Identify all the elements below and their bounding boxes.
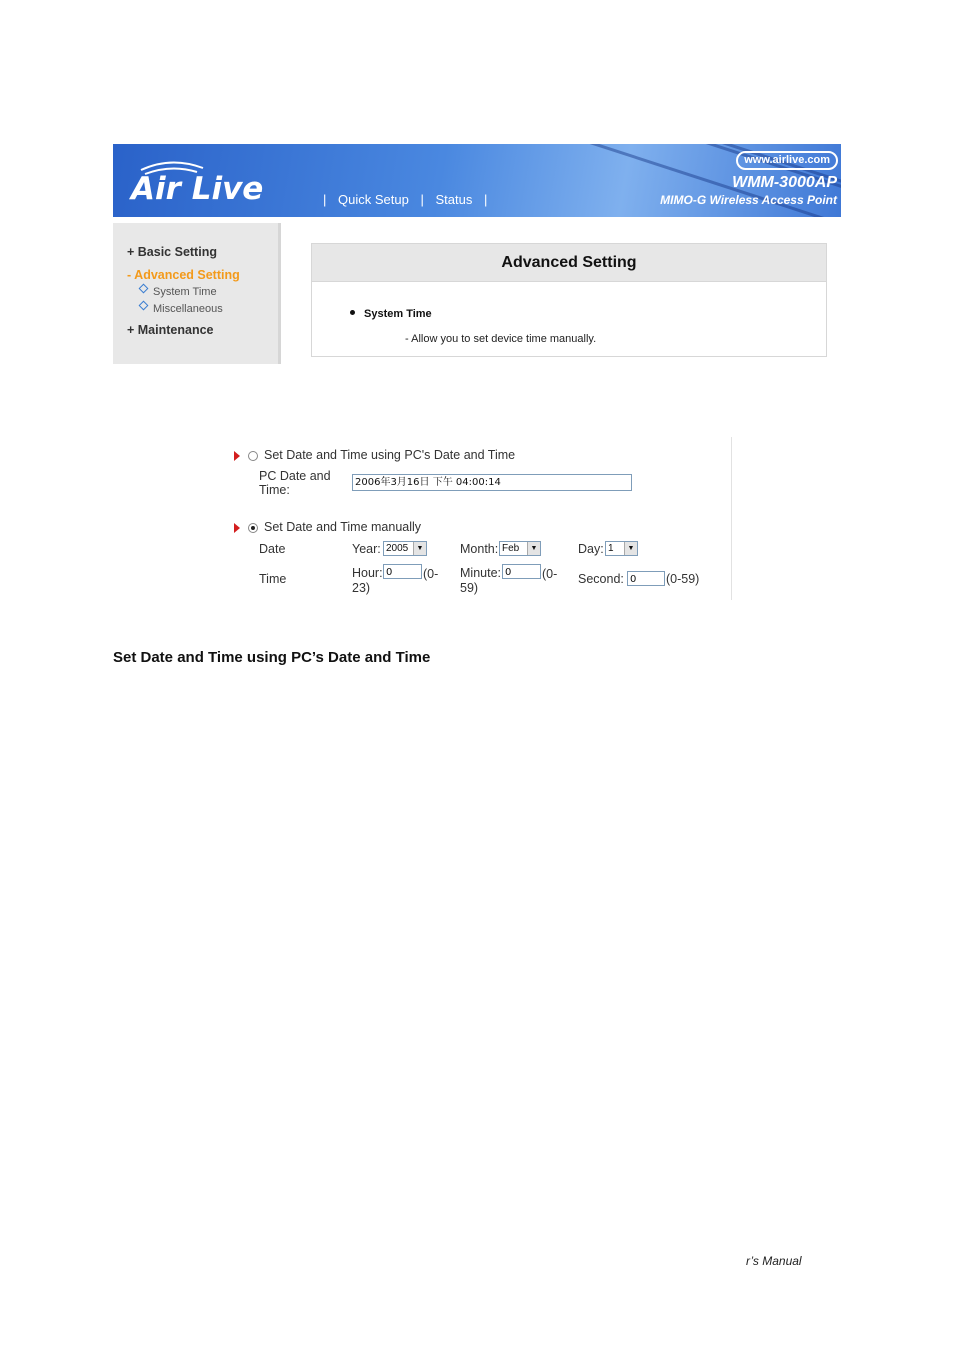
hour-range: (0-23) xyxy=(352,567,439,595)
radio-manual-time[interactable] xyxy=(248,523,258,533)
day-value: 1 xyxy=(608,543,614,554)
minute-input[interactable]: 0 xyxy=(502,564,541,579)
model-description: MIMO-G Wireless Access Point xyxy=(660,193,837,207)
chevron-down-icon: ▼ xyxy=(527,542,540,555)
date-label: Date xyxy=(259,542,286,556)
diamond-icon xyxy=(139,301,149,311)
chevron-down-icon: ▼ xyxy=(624,542,637,555)
advanced-setting-panel xyxy=(311,243,827,357)
year-label: Year: xyxy=(352,542,381,556)
panel-title: Advanced Setting xyxy=(312,244,826,282)
second-input[interactable]: 0 xyxy=(627,571,665,586)
sidebar-item-maintenance[interactable]: + Maintenance xyxy=(127,323,214,337)
minute-label: Minute: xyxy=(460,566,501,580)
nav-status[interactable]: Status xyxy=(435,192,473,207)
chevron-down-icon: ▼ xyxy=(413,542,426,555)
nav-separator: | xyxy=(483,192,488,207)
nav-quick-setup[interactable]: Quick Setup xyxy=(338,192,409,207)
year-select[interactable] xyxy=(383,541,427,556)
website-link[interactable]: www.airlive.com xyxy=(736,151,838,170)
second-label: Second: xyxy=(578,572,624,586)
section-heading: Set Date and Time using PC’s Date and Time xyxy=(113,649,431,666)
system-time-link[interactable]: System Time xyxy=(350,308,432,320)
pc-date-label: PC Date and Time: xyxy=(259,469,331,497)
top-nav xyxy=(319,192,491,207)
year-value: 2005 xyxy=(386,543,409,554)
arrow-right-icon xyxy=(234,451,240,461)
day-select[interactable] xyxy=(605,541,638,556)
month-select[interactable] xyxy=(499,541,541,556)
page-footer: r’s Manual xyxy=(746,1254,802,1268)
time-label: Time xyxy=(259,572,287,586)
hour-label: Hour: xyxy=(352,566,383,580)
nav-separator: | xyxy=(420,192,424,207)
month-label: Month: xyxy=(460,542,499,556)
sidebar-item-miscellaneous[interactable] xyxy=(140,303,223,315)
hour-input[interactable]: 0 xyxy=(383,564,422,579)
day-label: Day: xyxy=(578,542,604,556)
form-divider xyxy=(731,437,732,600)
header-banner xyxy=(113,144,841,217)
nav-separator: | xyxy=(323,192,327,207)
model-name: WMM-3000AP xyxy=(732,174,837,191)
month-value: Feb xyxy=(502,543,520,554)
second-range: (0-59) xyxy=(666,572,700,586)
system-time-description: - Allow you to set device time manually. xyxy=(405,333,597,345)
diamond-icon xyxy=(139,284,149,294)
pc-date-time-field[interactable]: 2006年3月16日 下午 04:00:14 xyxy=(352,474,632,491)
logo-text: Air Live xyxy=(131,171,264,207)
minute-range: (0-59) xyxy=(460,567,558,595)
arrow-right-icon xyxy=(234,523,240,533)
sidebar-item-advanced-setting[interactable]: - Advanced Setting xyxy=(127,268,240,282)
sidebar xyxy=(113,223,281,364)
option-pc-label: Set Date and Time using PC's Date and Time xyxy=(264,448,516,462)
sidebar-item-system-time[interactable] xyxy=(140,286,217,298)
option-manual-label: Set Date and Time manually xyxy=(264,520,422,534)
sidebar-item-basic-setting[interactable]: + Basic Setting xyxy=(127,245,217,259)
sidebar-item-label: Miscellaneous xyxy=(153,303,223,315)
sidebar-item-label: System Time xyxy=(153,286,217,298)
radio-pc-time[interactable] xyxy=(248,451,258,461)
